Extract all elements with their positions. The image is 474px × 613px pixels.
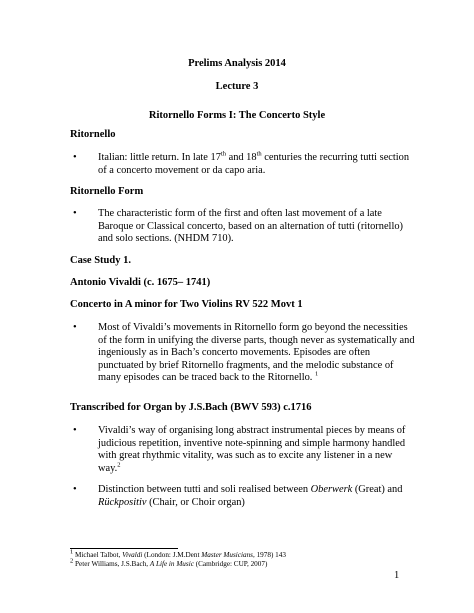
footnote-1: $^1$ Michael Talbot, Vivaldi (London: J.M.Dent Master Musicians, 1978) 143 [70, 548, 286, 559]
bullet-glyph: • [73, 425, 77, 436]
heading-transcription: Transcribed for Organ by J.S.Bach (BWV 593) c.1716 [70, 402, 312, 413]
bullet-glyph: • [73, 152, 77, 163]
composer-name: Antonio Vivaldi (c. 1675– 1741) [70, 277, 211, 288]
bullet-glyph: • [73, 322, 77, 333]
heading-case-study: Case Study 1. [70, 255, 131, 266]
lecture-title: Ritornello Forms I: The Concerto Style [148, 110, 326, 121]
ritornello-form-definition: The characteristic form of the first and often last movement of a late Baroque or Classical concerto, based on an alternation of tutti (ritornello) and solo sections. (NHDM 710). [98, 208, 403, 245]
ritornello-definition: Italian: little return. In late 17th and 18th centuries the recurring tutti section of a concerto movement or da capo aria. [98, 150, 410, 176]
page-number: 1 [394, 570, 400, 581]
work-title: Concerto in A minor for Two Violins RV 522 Movt 1 [70, 299, 303, 310]
organ-distinction-note: Distinction between tutti and soli realised between Oberwerk (Great) and Rückpositiv (Chair, or Choir organ) [98, 484, 403, 508]
vivaldi-commentary: Most of Vivaldi’s movements in Ritornello form go beyond the necessities of the form in unifying the diverse parts, though never as systematically and ingeniously as in Bach’s concerto movements. Episodes are often punctuated by brief Ritornello fragments, and the melodic substance of many episodes can be traced back to the Ritornello. $^1$ [98, 322, 415, 384]
lecture-number: Lecture 3 [215, 81, 259, 92]
heading-ritornello: Ritornello [70, 129, 116, 140]
doc-title: Prelims Analysis 2014 [188, 58, 286, 69]
heading-ritornello-form: Ritornello Form [70, 186, 144, 197]
vivaldi-style-note: Vivaldi’s way of organising long abstract instrumental pieces by means of judicious repetition, inventive note-spinning and simple harmony handled with great rhythmic vitality, was such as to excite any listener in a new way.$^2$ [98, 425, 406, 474]
bullet-glyph: • [73, 484, 77, 495]
bullet-glyph: • [73, 208, 77, 219]
footnote-rule [70, 548, 178, 549]
footnote-2: $^2$ Peter Williams, J.S.Bach, A Life in Music (Cambridge: CUP, 2007) [70, 557, 268, 568]
